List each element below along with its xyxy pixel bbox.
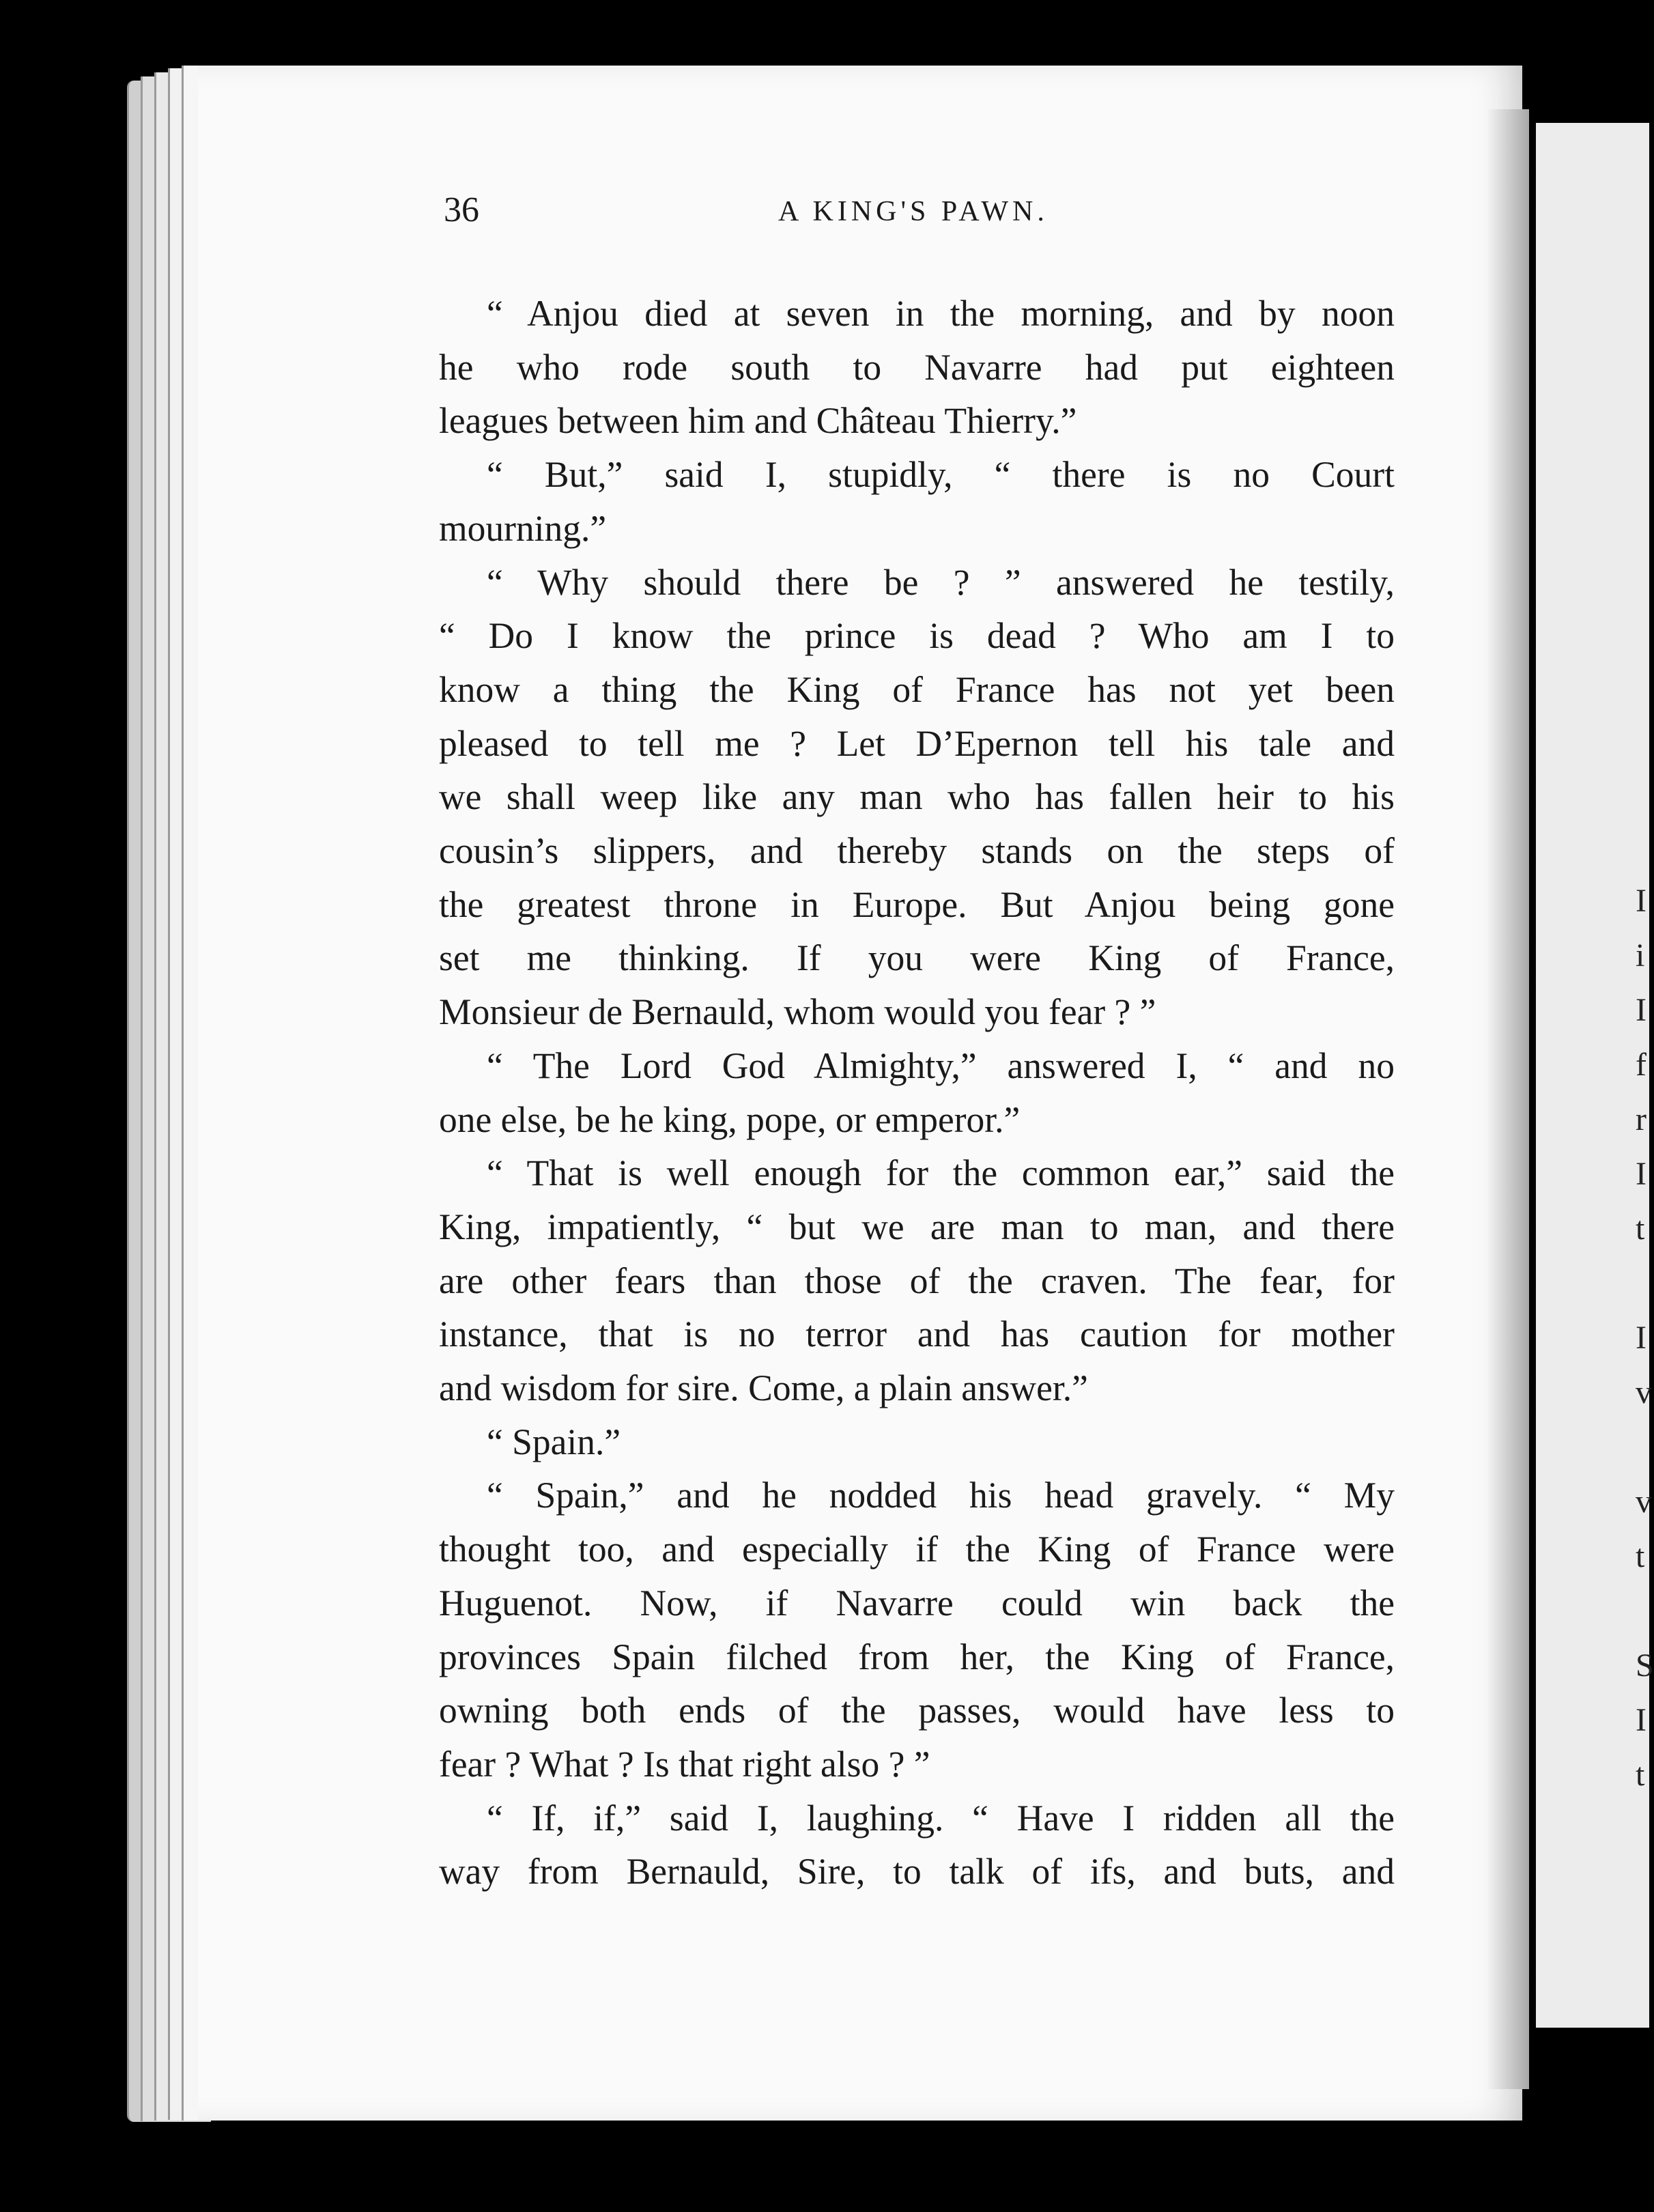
facing-page-letter: I: [1636, 1702, 1646, 1738]
text-line: pleased to tell me ? Let D’Epernon tell his tale and: [439, 722, 1395, 764]
facing-page-text: [1636, 874, 1654, 1802]
text-line: “ Spain.”: [487, 1421, 621, 1462]
facing-page: [1536, 123, 1649, 2028]
facing-page-letter: i: [1636, 937, 1645, 974]
text-line: the greatest throne in Europe. But Anjou being gone: [439, 883, 1395, 925]
facing-page-letter: I: [1636, 883, 1646, 919]
facing-page-letter: t: [1636, 1538, 1645, 1574]
text-line: leagues between him and Château Thierry.”: [439, 400, 1077, 442]
text-line: thought too, and especially if the King of France were: [439, 1529, 1395, 1570]
text-line: he who rode south to Navarre had put eighteen: [439, 346, 1395, 388]
page-header-title: A KING'S PAWN.: [778, 196, 1049, 227]
facing-page-letter: [1636, 1256, 1654, 1311]
text-line: instance, that is no terror and has caution for mother: [439, 1314, 1395, 1355]
text-line: “ The Lord God Almighty,” answered I, “ and no: [487, 1045, 1395, 1086]
text-line: “ Why should there be ? ” answered he testily,: [487, 561, 1395, 603]
text-line: way from Bernauld, Sire, to talk of ifs, and buts, and: [439, 1851, 1395, 1892]
facing-page-letter: v: [1636, 1484, 1652, 1520]
text-line: know a thing the King of France has not yet been: [439, 668, 1395, 710]
text-line: provinces Spain filched from her, the King of France,: [439, 1636, 1395, 1677]
text-line: are other fears than those of the craven. The fear, for: [439, 1260, 1395, 1301]
facing-page-letter: I: [1636, 992, 1646, 1028]
facing-page-letter: r: [1636, 1101, 1646, 1137]
text-line: King, impatiently, “ but we are man to man, and there: [439, 1206, 1395, 1247]
text-line: fear ? What ? Is that right also ? ”: [439, 1743, 930, 1785]
text-line: set me thinking. If you were King of France,: [439, 937, 1395, 979]
text-line: and wisdom for sire. Come, a plain answer.”: [439, 1367, 1088, 1409]
text-line: Monsieur de Bernauld, whom would you fear ? ”: [439, 991, 1156, 1033]
body-text: [439, 287, 1395, 1899]
facing-page-letter: S: [1636, 1647, 1654, 1684]
text-line: one else, be he king, pope, or emperor.”: [439, 1098, 1021, 1140]
facing-page-letter: f: [1636, 1047, 1646, 1083]
facing-page-letter: [1636, 1584, 1654, 1639]
text-line: “ Anjou died at seven in the morning, and by noon: [487, 293, 1395, 334]
facing-page-letter: t: [1636, 1210, 1645, 1247]
text-line: we shall weep like any man who has fallen heir to his: [439, 776, 1395, 818]
text-line: “ That is well enough for the common ear,” said the: [487, 1152, 1395, 1194]
text-line: owning both ends of the passes, would have less to: [439, 1690, 1395, 1731]
facing-page-letter: I: [1636, 1320, 1646, 1356]
text-line: “ Do I know the prince is dead ? Who am I to: [439, 615, 1395, 657]
spine-shadow: [1488, 109, 1529, 2089]
text-line: “ But,” said I, stupidly, “ there is no Court: [487, 454, 1395, 496]
facing-page-letter: v: [1636, 1374, 1652, 1410]
text-line: Huguenot. Now, if Navarre could win back the: [439, 1582, 1395, 1623]
facing-page-letter: [1636, 1420, 1654, 1475]
running-head: [444, 190, 1604, 238]
text-line: “ Spain,” and he nodded his head gravely. “ My: [487, 1475, 1395, 1516]
text-line: mourning.”: [439, 507, 607, 549]
text-line: “ If, if,” said I, laughing. “ Have I ridden all the: [487, 1797, 1395, 1839]
text-line: cousin’s slippers, and thereby stands on the steps of: [439, 830, 1395, 872]
facing-page-letter: I: [1636, 1156, 1646, 1192]
page-number: 36: [444, 190, 479, 229]
facing-page-letter: t: [1636, 1757, 1645, 1793]
